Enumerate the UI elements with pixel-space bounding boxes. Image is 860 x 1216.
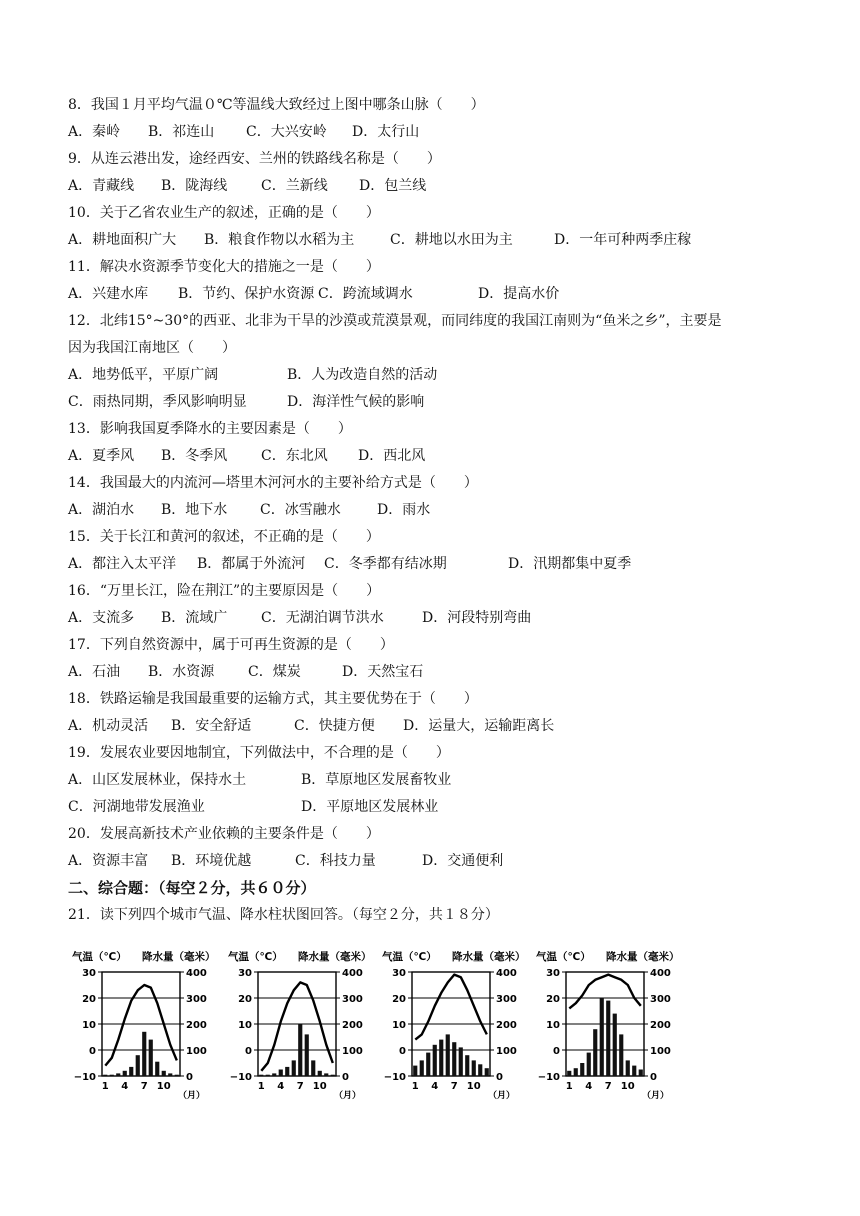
option-a: A．夏季风	[68, 448, 135, 464]
month-tick-label: 7	[450, 1081, 458, 1092]
precipitation-bar	[574, 1068, 578, 1076]
precipitation-bar	[123, 1071, 127, 1076]
option-a: A．耕地面积广大	[68, 232, 177, 248]
option-b: B．草原地区发展畜牧业	[301, 772, 452, 788]
header-precipitation: 降水量（毫米）	[298, 951, 372, 963]
option-a: A．机动灵活	[68, 718, 149, 734]
option-b: B．安全舒适	[171, 718, 252, 734]
options-row	[68, 605, 808, 632]
options-row	[68, 794, 808, 821]
precip-tick-label: 100	[342, 1046, 363, 1057]
option-b: B．节约、保护水资源	[178, 286, 315, 302]
precipitation-bar	[103, 1075, 107, 1076]
header-precipitation: 降水量（毫米）	[606, 951, 680, 963]
precip-tick-label: 400	[186, 968, 207, 979]
options-row	[68, 173, 808, 200]
precipitation-bar	[129, 1067, 133, 1076]
option-c: C．煤炭	[248, 664, 301, 680]
precipitation-bar	[606, 1001, 610, 1076]
precipitation-bar	[632, 1066, 636, 1076]
precipitation-bar	[413, 1066, 417, 1076]
precipitation-bar	[446, 1034, 450, 1076]
temp-tick-label: 30	[546, 968, 560, 979]
option-c: C．跨流域调水	[318, 286, 413, 302]
option-b: B．水资源	[148, 664, 215, 680]
month-tick-label: 10	[466, 1081, 481, 1092]
temp-tick-label: 20	[392, 994, 406, 1005]
precipitation-bar	[142, 1032, 146, 1076]
precipitation-bar	[155, 1062, 159, 1076]
precipitation-bar	[600, 998, 604, 1076]
option-c: C．耕地以水田为主	[390, 232, 513, 248]
precip-tick-label: 300	[650, 994, 671, 1005]
precip-tick-label: 300	[186, 994, 207, 1005]
option-b: B．人为改造自然的活动	[287, 367, 438, 383]
options-row	[68, 848, 808, 875]
precip-tick-label: 0	[342, 1072, 349, 1083]
option-c: C．冬季都有结冰期	[324, 556, 447, 572]
option-d: D．西北风	[358, 448, 426, 464]
temp-tick-label: 20	[546, 994, 560, 1005]
precip-tick-label: 200	[342, 1020, 363, 1031]
header-temperature: 气温（℃）	[228, 951, 283, 963]
options-row	[68, 362, 808, 389]
month-unit: （月）	[642, 1091, 670, 1101]
precipitation-bar	[324, 1073, 328, 1076]
climate-chart-2	[224, 946, 376, 1106]
header-temperature: 气温（℃）	[72, 951, 127, 963]
option-c: C．河湖地带发展渔业	[68, 799, 205, 815]
precip-tick-label: 400	[496, 968, 517, 979]
temperature-line	[261, 982, 333, 1070]
options-row	[68, 497, 808, 524]
header-precipitation: 降水量（毫米）	[452, 951, 526, 963]
precipitation-bar	[259, 1075, 263, 1076]
month-tick-label: 1	[101, 1081, 109, 1092]
option-a: A．支流多	[68, 610, 135, 626]
precipitation-bar	[587, 1053, 591, 1076]
option-c: C．雨热同期，季风影响明显	[68, 394, 247, 410]
option-a: A．青藏线	[68, 178, 135, 194]
precipitation-bar	[626, 1060, 630, 1076]
option-b: B．都属于外流河	[197, 556, 306, 572]
question-stem: 20．发展高新技术产业依赖的主要条件是（ ）	[68, 826, 380, 842]
question-21-stem: 21．读下列四个城市气温、降水柱状图回答。（每空２分，共１８分）	[68, 907, 499, 923]
temp-tick-label: 30	[82, 968, 96, 979]
precipitation-bar	[331, 1075, 335, 1076]
precipitation-bar	[305, 1034, 309, 1076]
precipitation-bar	[272, 1073, 276, 1076]
month-unit: （月）	[178, 1091, 206, 1101]
precipitation-bar	[433, 1045, 437, 1076]
month-tick-label: 7	[604, 1081, 612, 1092]
temp-tick-label: 0	[553, 1046, 560, 1057]
question-stem: 9．从连云港出发，途经西安、兰州的铁路线名称是（ ）	[68, 151, 441, 167]
precip-tick-label: 300	[496, 994, 517, 1005]
precipitation-bar	[149, 1040, 153, 1076]
chart-svg	[378, 946, 534, 1106]
temp-tick-label: −10	[383, 1072, 406, 1083]
options-row	[68, 767, 808, 794]
month-tick-label: 4	[431, 1081, 439, 1092]
precipitation-bar	[136, 1055, 140, 1076]
option-a: A．石油	[68, 664, 121, 680]
climate-chart-4	[532, 946, 684, 1106]
options-row	[68, 281, 808, 308]
month-unit: （月）	[334, 1091, 362, 1101]
question-stem: 12．北纬15°~30°的西亚、北非为干旱的沙漠或荒漠景观，而同纬度的我国江南则为“鱼米之乡”，主要是	[68, 313, 722, 329]
option-d: D．海洋性气候的影响	[287, 394, 425, 410]
option-a: A．湖泊水	[68, 502, 135, 518]
precipitation-bar	[175, 1075, 179, 1076]
precipitation-bar	[472, 1060, 476, 1076]
month-tick-label: 1	[411, 1081, 419, 1092]
option-b: B．环境优越	[171, 853, 252, 869]
precip-tick-label: 100	[650, 1046, 671, 1057]
precipitation-bar	[478, 1064, 482, 1076]
option-c: C．快捷方便	[294, 718, 375, 734]
header-precipitation: 降水量（毫米）	[142, 951, 216, 963]
month-tick-label: 1	[565, 1081, 573, 1092]
option-a: A．兴建水库	[68, 286, 149, 302]
temp-tick-label: 20	[238, 994, 252, 1005]
temp-tick-label: 30	[238, 968, 252, 979]
options-row	[68, 659, 808, 686]
precipitation-bar	[613, 1014, 617, 1076]
month-tick-label: 4	[585, 1081, 593, 1092]
precipitation-bar	[311, 1060, 315, 1076]
precipitation-bar	[162, 1071, 166, 1076]
option-c: C．东北风	[261, 448, 328, 464]
precip-tick-label: 400	[342, 968, 363, 979]
option-d: D．提高水价	[478, 286, 560, 302]
precipitation-bar	[426, 1053, 430, 1076]
month-tick-label: 10	[312, 1081, 327, 1092]
month-tick-label: 4	[121, 1081, 129, 1092]
question-stem: 14．我国最大的内流河—塔里木河河水的主要补给方式是（ ）	[68, 475, 478, 491]
option-d: D．天然宝石	[342, 664, 424, 680]
option-c: C．无湖泊调节洪水	[261, 610, 384, 626]
option-a: A．都注入太平洋	[68, 556, 177, 572]
option-a: A．山区发展林业，保持水土	[68, 772, 247, 788]
month-tick-label: 4	[277, 1081, 285, 1092]
month-tick-label: 7	[140, 1081, 148, 1092]
precipitation-bar	[116, 1073, 120, 1076]
precip-tick-label: 0	[496, 1072, 503, 1083]
option-d: D．河段特别弯曲	[422, 610, 532, 626]
option-d: D．平原地区发展林业	[301, 799, 439, 815]
precip-tick-label: 0	[186, 1072, 193, 1083]
precip-tick-label: 100	[496, 1046, 517, 1057]
precip-tick-label: 200	[186, 1020, 207, 1031]
month-tick-label: 10	[156, 1081, 171, 1092]
precipitation-bar	[639, 1070, 643, 1077]
header-temperature: 气温（℃）	[536, 951, 591, 963]
question-stem: 13．影响我国夏季降水的主要因素是（ ）	[68, 421, 352, 437]
option-c: C．兰新线	[261, 178, 328, 194]
precip-tick-label: 100	[186, 1046, 207, 1057]
temperature-line	[415, 975, 487, 1040]
precip-tick-label: 0	[650, 1072, 657, 1083]
option-d: D．汛期都集中夏季	[508, 556, 632, 572]
option-b: B．祁连山	[148, 124, 215, 140]
precip-tick-label: 200	[650, 1020, 671, 1031]
option-d: D．包兰线	[359, 178, 427, 194]
temperature-line	[105, 985, 177, 1066]
option-b: B．流域广	[161, 610, 228, 626]
precipitation-bar	[452, 1042, 456, 1076]
temp-tick-label: 0	[399, 1046, 406, 1057]
options-row	[68, 227, 808, 254]
header-temperature: 气温（℃）	[382, 951, 437, 963]
month-tick-label: 10	[620, 1081, 635, 1092]
question-stem: 10．关于乙省农业生产的叙述，正确的是（ ）	[68, 205, 380, 221]
question-stem: 17．下列自然资源中，属于可再生资源的是（ ）	[68, 637, 394, 653]
option-c: C．冰雪融水	[260, 502, 341, 518]
option-b: B．粮食作物以水稻为主	[204, 232, 355, 248]
option-d: D．一年可种两季庄稼	[554, 232, 692, 248]
option-a: A．秦岭	[68, 124, 121, 140]
precip-tick-label: 200	[496, 1020, 517, 1031]
precipitation-bar	[298, 1024, 302, 1076]
option-c: C．大兴安岭	[246, 124, 327, 140]
temp-tick-label: 10	[546, 1020, 560, 1031]
question-page	[68, 92, 808, 929]
question-stem: 19．发展农业要因地制宜，下列做法中，不合理的是（ ）	[68, 745, 450, 761]
precipitation-bar	[318, 1071, 322, 1076]
precipitation-bar	[266, 1075, 270, 1076]
question-stem: 16．“万里长江，险在荆江”的主要原因是（ ）	[68, 583, 381, 599]
precipitation-bar	[593, 1029, 597, 1076]
option-b: B．陇海线	[161, 178, 228, 194]
precipitation-bar	[619, 1034, 623, 1076]
chart-svg	[224, 946, 380, 1106]
temp-tick-label: 0	[89, 1046, 96, 1057]
temp-tick-label: 10	[82, 1020, 96, 1031]
option-a: A．资源丰富	[68, 853, 149, 869]
precipitation-bar	[420, 1060, 424, 1076]
temp-tick-label: −10	[229, 1072, 252, 1083]
section-title: 二、综合题：（每空２分，共６０分）	[68, 879, 316, 897]
precipitation-bar	[580, 1063, 584, 1076]
chart-svg	[68, 946, 224, 1106]
temperature-line	[569, 975, 641, 1009]
precipitation-bar	[292, 1060, 296, 1076]
month-tick-label: 7	[296, 1081, 304, 1092]
temp-tick-label: 0	[245, 1046, 252, 1057]
option-b: B．地下水	[161, 502, 228, 518]
option-d: D．雨水	[377, 502, 431, 518]
temp-tick-label: 20	[82, 994, 96, 1005]
question-stem: 18．铁路运输是我国最重要的运输方式，其主要优势在于（ ）	[68, 691, 478, 707]
question-stem-cont: 因为我国江南地区（ ）	[68, 340, 236, 356]
options-row	[68, 551, 808, 578]
temp-tick-label: 10	[238, 1020, 252, 1031]
precipitation-bar	[459, 1047, 463, 1076]
option-d: D．太行山	[352, 124, 420, 140]
precipitation-bar	[279, 1070, 283, 1077]
precipitation-bar	[168, 1073, 172, 1076]
option-a: A．地势低平，平原广阔	[68, 367, 219, 383]
option-d: D．运量大，运输距离长	[403, 718, 555, 734]
option-b: B．冬季风	[161, 448, 228, 464]
temp-tick-label: 10	[392, 1020, 406, 1031]
precipitation-bar	[485, 1068, 489, 1076]
temp-tick-label: 30	[392, 968, 406, 979]
precipitation-bar	[465, 1055, 469, 1076]
precipitation-bar	[285, 1067, 289, 1076]
options-row	[68, 119, 808, 146]
option-d: D．交通便利	[422, 853, 504, 869]
month-tick-label: 1	[257, 1081, 265, 1092]
options-row	[68, 713, 808, 740]
climate-charts	[68, 946, 688, 1106]
climate-chart-1	[68, 946, 220, 1106]
question-stem: 11．解决水资源季节变化大的措施之一是（ ）	[68, 259, 380, 275]
precipitation-bar	[110, 1075, 114, 1076]
chart-svg	[532, 946, 688, 1106]
precip-tick-label: 400	[650, 968, 671, 979]
temp-tick-label: −10	[537, 1072, 560, 1083]
climate-chart-3	[378, 946, 530, 1106]
options-row	[68, 443, 808, 470]
option-c: C．科技力量	[295, 853, 376, 869]
month-unit: （月）	[488, 1091, 516, 1101]
options-row	[68, 389, 808, 416]
question-stem: 15．关于长江和黄河的叙述，不正确的是（ ）	[68, 529, 380, 545]
question-stem: 8．我国１月平均气温０℃等温线大致经过上图中哪条山脉（ ）	[68, 97, 485, 113]
precipitation-bar	[439, 1040, 443, 1076]
precip-tick-label: 300	[342, 994, 363, 1005]
precipitation-bar	[567, 1071, 571, 1076]
temp-tick-label: −10	[73, 1072, 96, 1083]
